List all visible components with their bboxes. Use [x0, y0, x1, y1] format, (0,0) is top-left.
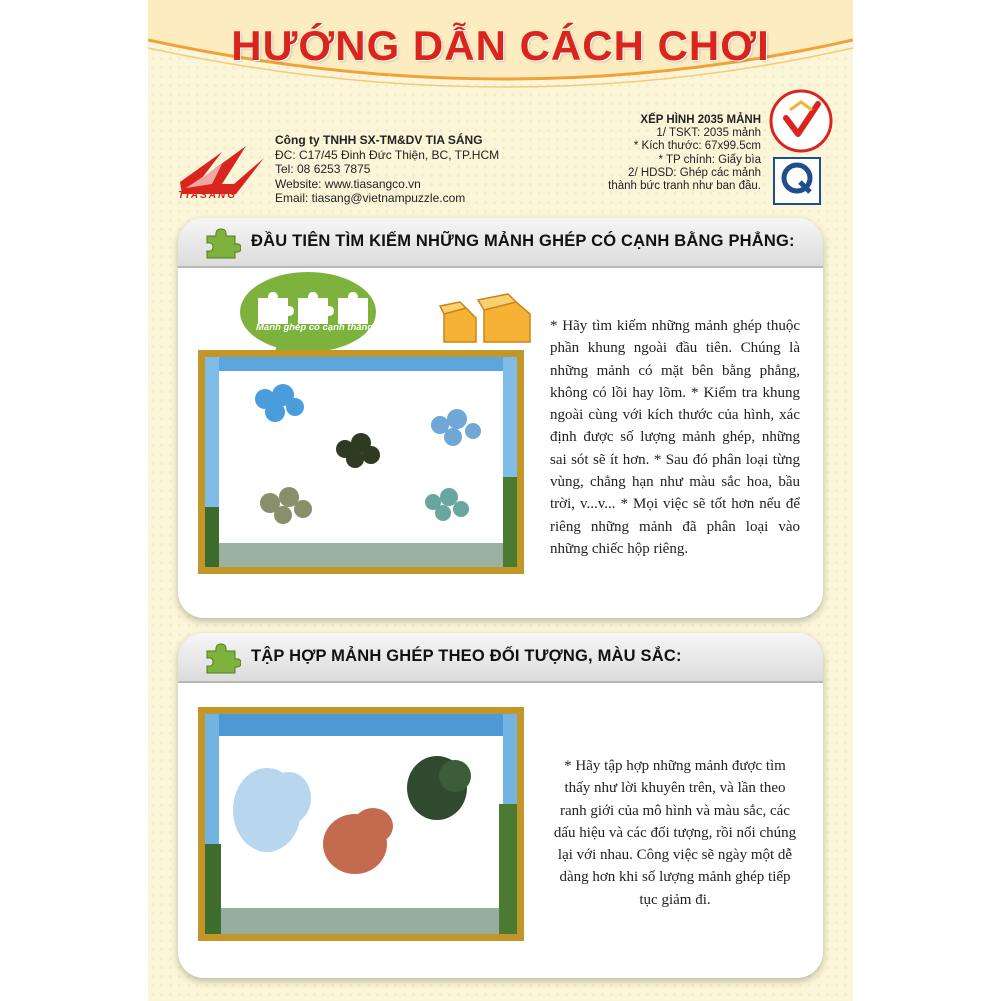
- step-heading: TẬP HỢP MẢNH GHÉP THEO ĐỐI TƯỢNG, MÀU SẮC:: [251, 647, 682, 665]
- product-info: [561, 114, 761, 193]
- puzzle-piece-icon: [203, 641, 241, 675]
- step-instructions: * Hãy tìm kiếm những mảnh ghép thuộc phần khung ngoài đầu tiên. Chúng là những mảnh có mặt bên bằng phẳng, không có lồi hay lõm. * Kiểm tra khung ngoài cùng với kích thước của hình, xác định được số lượng mảnh ghép, những sai sót sẽ ít hơn. * Sau đó phân loại từng vùng, chẳng hạn như màu sắc hoa, bầu trời, v...v... * Mọi việc sẽ tốt hơn nếu để riêng những mảnh đã phân loại vào những chiếc hộp riêng.: [550, 318, 800, 557]
- bubble-label: Mảnh ghép có cạnh thẳng: [256, 322, 374, 333]
- sorting-box-icon: [436, 292, 536, 346]
- company-address: ĐC: C17/45 Đinh Đức Thiện, BC, TP.HCM: [275, 147, 500, 162]
- puzzle-frame-photo: [198, 350, 524, 574]
- company-website: Website: www.tiasangco.vn: [275, 176, 421, 191]
- product-line: * TP chính: Giấy bìa: [658, 153, 761, 166]
- product-line: thành bức tranh như ban đầu.: [608, 180, 761, 193]
- puzzle-piece-icon: [203, 226, 241, 260]
- step-header: [178, 633, 823, 683]
- company-tel: Tel: 08 6253 7875: [275, 162, 371, 176]
- quality-badge-icon: [768, 88, 834, 154]
- puzzle-assembly-photo: [198, 707, 524, 941]
- company-email: Email: tiasang@vietnampuzzle.com: [275, 191, 466, 205]
- instruction-sheet: [148, 0, 853, 1001]
- logo-wordmark: TIASANG: [178, 190, 237, 201]
- company-name: Công ty TNHH SX-TM&DV TIA SÁNG: [275, 133, 483, 147]
- step-instructions: * Hãy tập hợp những mảnh được tìm thấy như lời khuyên trên, và lần theo ranh giới của mô hình và màu sắc, các dấu hiệu và các đối tượng, rồi nối chúng lại với nhau. Công việc sẽ ngày một dễ dàng hơn khi số lượng mảnh ghép tiếp tục giảm đi.: [553, 758, 797, 908]
- product-title: XẾP HÌNH 2035 MẢNH: [640, 114, 761, 126]
- product-line: * Kích thước: 67x99.5cm: [633, 140, 761, 153]
- company-info: [275, 133, 499, 206]
- step-heading: ĐẦU TIÊN TÌM KIẾM NHỮNG MẢNH GHÉP CÓ CẠNH BẰNG PHẲNG:: [251, 232, 795, 250]
- step-card-2: [178, 633, 823, 978]
- step-header: [178, 218, 823, 268]
- product-line: 1/ TSKT: 2035 mảnh: [656, 127, 761, 140]
- page-title: HƯỚNG DẪN CÁCH CHƠI: [231, 22, 770, 69]
- product-line: 2/ HDSD: Ghép các mảnh: [628, 166, 761, 179]
- step-card-1: [178, 218, 823, 618]
- quacert-icon: [772, 156, 822, 206]
